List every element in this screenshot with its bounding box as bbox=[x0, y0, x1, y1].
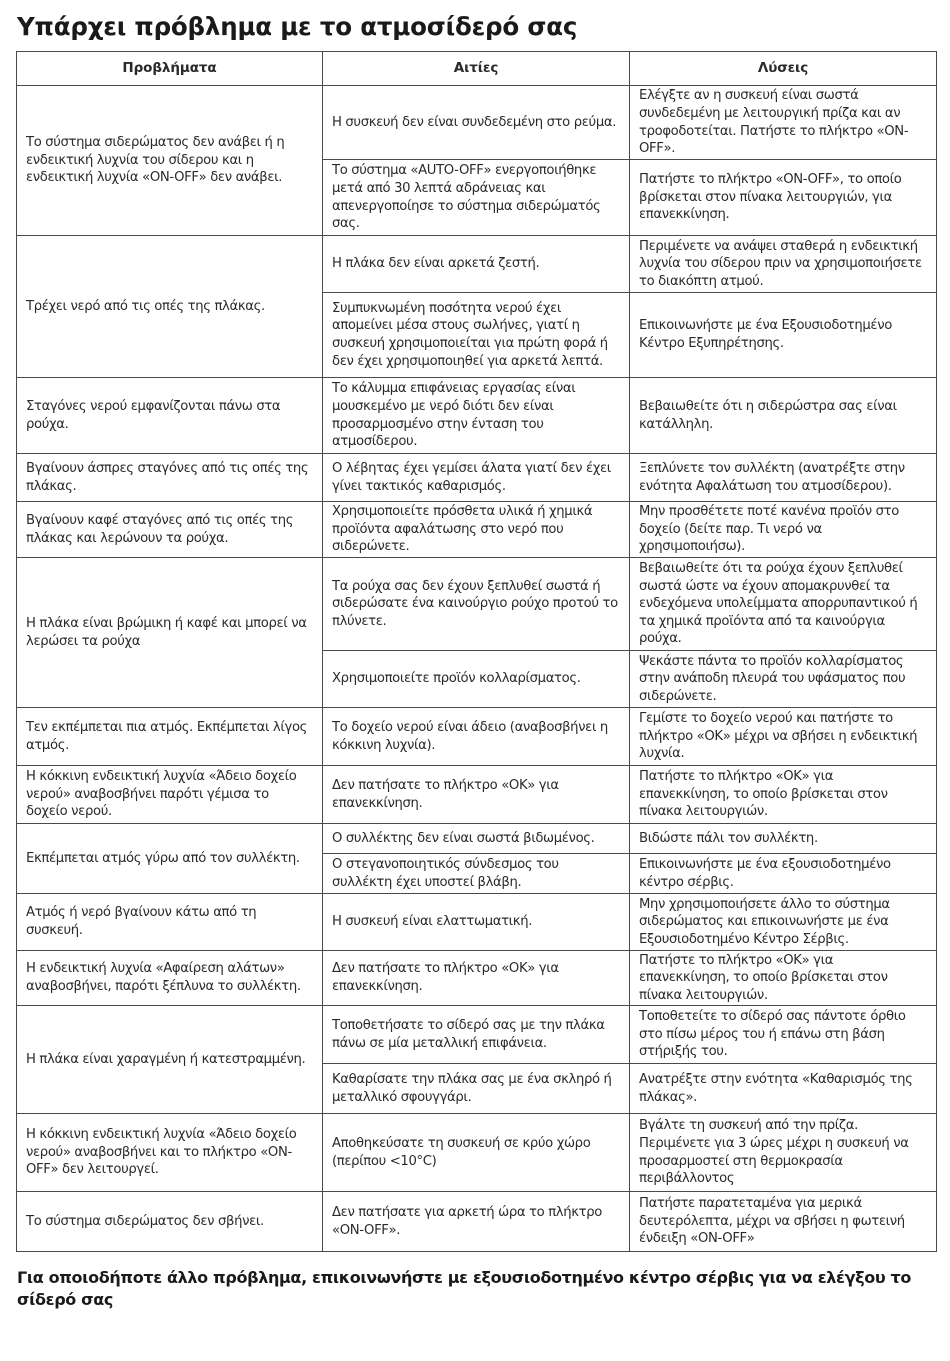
solution-cell: Ανατρέξτε στην ενότητα «Καθαρισμός της πλάκας». bbox=[630, 1064, 937, 1114]
problem-cell: Το σύστημα σιδερώματος δεν ανάβει ή η ενδεικτική λυχνία του σίδερου και η ενδεικτική λυχνία «ON-OFF» δεν ανάβει. bbox=[17, 86, 323, 236]
solution-cell: Ψεκάστε πάντα το προϊόν κολλαρίσματος στην ανάποδη πλευρά του υφάσματος που σιδερώνετε. bbox=[630, 651, 937, 708]
page-title: Υπάρχει πρόβλημα με το ατμοσίδερό σας bbox=[17, 12, 578, 41]
cause-cell: Δεν πατήσατε το πλήκτρο «OK» για επανεκκίνηση. bbox=[323, 766, 630, 824]
solution-cell: Γεμίστε το δοχείο νερού και πατήστε το πλήκτρο «OK» μέχρι να σβήσει η ενδεικτική λυχνία. bbox=[630, 708, 937, 766]
problem-cell: Η κόκκινη ενδεικτική λυχνία «Άδειο δοχείο νερού» αναβοσβήνει παρότι γέμισα το δοχείο νερού. bbox=[17, 766, 323, 824]
table-row bbox=[17, 378, 937, 454]
footer-note: Για οποιοδήποτε άλλο πρόβλημα, επικοινωνήστε με εξουσιοδοτημένο κέντρο σέρβις για να ελέγξου το σίδερό σας bbox=[17, 1268, 912, 1309]
solution-cell: Πατήστε το πλήκτρο «OK» για επανεκκίνηση, το οποίο βρίσκεται στον πίνακα λειτουργιών. bbox=[630, 951, 937, 1006]
table-header-row bbox=[17, 52, 937, 86]
table-row bbox=[17, 824, 937, 854]
solution-cell: Βεβαιωθείτε ότι η σιδερώστρα σας είναι κατάλληλη. bbox=[630, 378, 937, 454]
table-row bbox=[17, 1006, 937, 1064]
solution-cell: Περιμένετε να ανάψει σταθερά η ενδεικτική λυχνία του σίδερου πριν να χρησιμοποιήσετε το διακόπτη ατμού. bbox=[630, 236, 937, 293]
column-header-solutions: Λύσεις bbox=[630, 52, 937, 86]
table-row bbox=[17, 454, 937, 502]
problem-cell: Η πλάκα είναι βρώμικη ή καφέ και μπορεί να λερώσει τα ρούχα bbox=[17, 558, 323, 708]
solution-cell: Πατήστε το πλήκτρο «ON-OFF», το οποίο βρίσκεται στον πίνακα λειτουργιών, για επανεκκίνηση. bbox=[630, 160, 937, 236]
table-row bbox=[17, 1192, 937, 1252]
table-row bbox=[17, 894, 937, 951]
problem-cell: Ατμός ή νερό βγαίνουν κάτω από τη συσκευή. bbox=[17, 894, 323, 951]
table-row bbox=[17, 951, 937, 1006]
cause-cell: Η πλάκα δεν είναι αρκετά ζεστή. bbox=[323, 236, 630, 293]
solution-cell: Επικοινωνήστε με ένα Εξουσιοδοτημένο Κέντρο Εξυπηρέτησης. bbox=[630, 293, 937, 378]
cause-cell: Η συσκευή είναι ελαττωματική. bbox=[323, 894, 630, 951]
cause-cell: Δεν πατήσατε για αρκετή ώρα το πλήκτρο «ON-OFF». bbox=[323, 1192, 630, 1252]
problem-cell: Η κόκκινη ενδεικτική λυχνία «Άδειο δοχείο νερού» αναβοσβήνει και το πλήκτρο «ON-OFF» δεν λειτουργεί. bbox=[17, 1114, 323, 1192]
problem-cell: Τεν εκπέμπεται πια ατμός. Εκπέμπεται λίγος ατμός. bbox=[17, 708, 323, 766]
problem-cell: Βγαίνουν άσπρες σταγόνες από τις οπές της πλάκας. bbox=[17, 454, 323, 502]
table-row bbox=[17, 1114, 937, 1192]
problem-cell: Εκπέμπεται ατμός γύρω από τον συλλέκτη. bbox=[17, 824, 323, 894]
table-row bbox=[17, 86, 937, 160]
solution-cell: Πατήστε το πλήκτρο «OK» για επανεκκίνηση, το οποίο βρίσκεται στον πίνακα λειτουργιών. bbox=[630, 766, 937, 824]
cause-cell: Ο στεγανοποιητικός σύνδεσμος του συλλέκτη έχει υποστεί βλάβη. bbox=[323, 854, 630, 894]
solution-cell: Μην προσθέτετε ποτέ κανένα προϊόν στο δοχείο (δείτε παρ. Τι νερό να χρησιμοποιήσω). bbox=[630, 502, 937, 558]
table-row bbox=[17, 502, 937, 558]
troubleshooting-table bbox=[16, 51, 937, 1252]
cause-cell: Συμπυκνωμένη ποσότητα νερού έχει απομείνει μέσα στους σωλήνες, γιατί η συσκευή χρησιμοποιείται για πρώτη φορά ή δεν έχει χρησιμοποιηθεί για αρκετά λεπτά. bbox=[323, 293, 630, 378]
cause-cell: Χρησιμοποιείτε προϊόν κολλαρίσματος. bbox=[323, 651, 630, 708]
problem-cell: Η πλάκα είναι χαραγμένη ή κατεστραμμένη. bbox=[17, 1006, 323, 1114]
solution-cell: Επικοινωνήστε με ένα εξουσιοδοτημένο κέντρο σέρβις. bbox=[630, 854, 937, 894]
solution-cell: Βεβαιωθείτε ότι τα ρούχα έχουν ξεπλυθεί σωστά ώστε να έχουν απομακρυνθεί τα ενδεχόμενα υπολείμματα απορρυπαντικού ή τα χημικά προϊόντα από τα καινούργια ρούχα. bbox=[630, 558, 937, 651]
table-row bbox=[17, 766, 937, 824]
cause-cell: Το κάλυμμα επιφάνειας εργασίας είναι μουσκεμένο με νερό διότι δεν είναι προσαρμοσμένο στην ένταση του ατμοσίδερου. bbox=[323, 378, 630, 454]
cause-cell: Το δοχείο νερού είναι άδειο (αναβοσβήνει η κόκκινη λυχνία). bbox=[323, 708, 630, 766]
cause-cell: Το σύστημα «AUTO-OFF» ενεργοποιήθηκε μετά από 30 λεπτά αδράνειας και απενεργοποίησε το σύστημα σιδερώματός σας. bbox=[323, 160, 630, 236]
table-row bbox=[17, 236, 937, 293]
cause-cell: Χρησιμοποιείτε πρόσθετα υλικά ή χημικά προϊόντα αφαλάτωσης στο νερό που σιδερώνετε. bbox=[323, 502, 630, 558]
cause-cell: Η συσκευή δεν είναι συνδεδεμένη στο ρεύμα. bbox=[323, 86, 630, 160]
problem-cell: Σταγόνες νερού εμφανίζονται πάνω στα ρούχα. bbox=[17, 378, 323, 454]
problem-cell: Το σύστημα σιδερώματος δεν σβήνει. bbox=[17, 1192, 323, 1252]
cause-cell: Τα ρούχα σας δεν έχουν ξεπλυθεί σωστά ή σιδερώσατε ένα καινούργιο ρούχο προτού το πλύνετε. bbox=[323, 558, 630, 651]
cause-cell: Τοποθετήσατε το σίδερό σας με την πλάκα πάνω σε μία μεταλλική επιφάνεια. bbox=[323, 1006, 630, 1064]
cause-cell: Ο λέβητας έχει γεμίσει άλατα γιατί δεν έχει γίνει τακτικός καθαρισμός. bbox=[323, 454, 630, 502]
solution-cell: Τοποθετείτε το σίδερό σας πάντοτε όρθιο στο πίσω μέρος του ή επάνω στη βάση στήριξής του. bbox=[630, 1006, 937, 1064]
problem-cell: Τρέχει νερό από τις οπές της πλάκας. bbox=[17, 236, 323, 378]
solution-cell: Ξεπλύνετε τον συλλέκτη (ανατρέξτε στην ενότητα Αφαλάτωση του ατμοσίδερου). bbox=[630, 454, 937, 502]
column-header-causes: Αιτίες bbox=[323, 52, 630, 86]
solution-cell: Βιδώστε πάλι τον συλλέκτη. bbox=[630, 824, 937, 854]
problem-cell: Η ενδεικτική λυχνία «Αφαίρεση αλάτων» αναβοσβήνει, παρότι ξέπλυνα το συλλέκτη. bbox=[17, 951, 323, 1006]
solution-cell: Ελέγξτε αν η συσκευή είναι σωστά συνδεδεμένη με λειτουργική πρίζα και αν τροφοδοτείται. Πατήστε το πλήκτρο «ON-OFF». bbox=[630, 86, 937, 160]
table-row bbox=[17, 708, 937, 766]
column-header-problems: Προβλήματα bbox=[17, 52, 323, 86]
problem-cell: Βγαίνουν καφέ σταγόνες από τις οπές της πλάκας και λερώνουν τα ρούχα. bbox=[17, 502, 323, 558]
cause-cell: Δεν πατήσατε το πλήκτρο «OK» για επανεκκίνηση. bbox=[323, 951, 630, 1006]
table-row bbox=[17, 558, 937, 651]
cause-cell: Ο συλλέκτης δεν είναι σωστά βιδωμένος. bbox=[323, 824, 630, 854]
cause-cell: Καθαρίσατε την πλάκα σας με ένα σκληρό ή μεταλλικό σφουγγάρι. bbox=[323, 1064, 630, 1114]
cause-cell: Αποθηκεύσατε τη συσκευή σε κρύο χώρο (περίπου <10°C) bbox=[323, 1114, 630, 1192]
solution-cell: Πατήστε παρατεταμένα για μερικά δευτερόλεπτα, μέχρι να σβήσει η φωτεινή ένδειξη «ON-OFF» bbox=[630, 1192, 937, 1252]
solution-cell: Βγάλτε τη συσκευή από την πρίζα. Περιμένετε για 3 ώρες μέχρι η συσκευή να προσαρμοστεί στη θερμοκρασία περιβάλλοντος bbox=[630, 1114, 937, 1192]
solution-cell: Μην χρησιμοποιήσετε άλλο το σύστημα σιδερώματος και επικοινωνήστε με ένα Εξουσιοδοτημένο Κέντρο Σέρβις. bbox=[630, 894, 937, 951]
